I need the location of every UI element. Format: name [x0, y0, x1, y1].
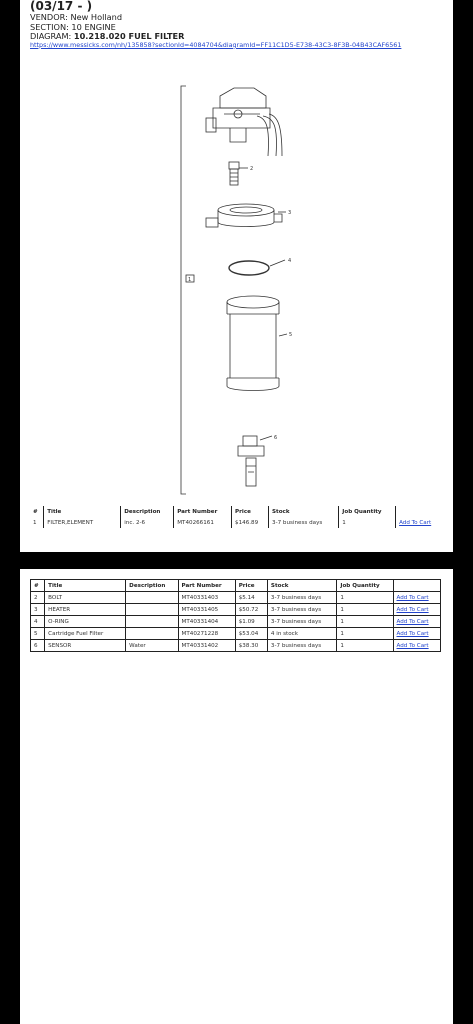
cell-price: $5.14 — [235, 592, 267, 604]
cell-stock: 3-7 business days — [267, 592, 336, 604]
callout-6: 6 — [274, 435, 278, 441]
cell-description — [126, 628, 178, 640]
col-stock: Stock — [269, 506, 339, 517]
cell-stock: 3-7 business days — [267, 616, 336, 628]
col-price: Price — [235, 580, 267, 592]
cartridge-drawing — [227, 296, 287, 391]
col-part-number: Part Number — [178, 580, 235, 592]
page-title: (03/17 - ) — [30, 0, 93, 13]
col-cart — [393, 580, 440, 592]
add-to-cart-link[interactable]: Add To Cart — [396, 642, 429, 649]
callout-2: 2 — [250, 166, 254, 172]
cell-part-number: MT40331403 — [178, 592, 235, 604]
cell-number: 2 — [31, 592, 45, 604]
cell-number: 1 — [30, 517, 44, 528]
callout-3: 3 — [288, 210, 292, 216]
document-page-1 — [20, 0, 453, 552]
cell-title: SENSOR — [45, 640, 126, 652]
callout-1: 1 — [188, 277, 192, 283]
bolt-drawing — [229, 162, 248, 185]
cell-stock: 3-7 business days — [267, 640, 336, 652]
cell-part-number: MT40331402 — [178, 640, 235, 652]
document-page-2 — [20, 569, 453, 1024]
table-row — [30, 517, 443, 528]
cell-price: $53.04 — [235, 628, 267, 640]
cell-number: 3 — [31, 604, 45, 616]
cell-part-number: MT40266161 — [174, 517, 232, 528]
add-to-cart-link[interactable]: Add To Cart — [396, 630, 429, 637]
cell-part-number: MT40271228 — [178, 628, 235, 640]
col-description: Description — [126, 580, 178, 592]
col-number: # — [30, 506, 44, 517]
vendor-line: VENDOR: New Holland — [30, 12, 123, 22]
cell-description: inc. 2-6 — [121, 517, 174, 528]
sensor-drawing — [238, 436, 272, 486]
add-to-cart-link[interactable]: Add To Cart — [396, 594, 429, 601]
cell-quantity[interactable]: 1 — [337, 604, 393, 616]
cell-price: $38.30 — [235, 640, 267, 652]
add-to-cart-link[interactable]: Add To Cart — [396, 618, 429, 625]
cell-part-number: MT40331404 — [178, 616, 235, 628]
col-title: Title — [45, 580, 126, 592]
table-row — [31, 592, 441, 604]
cell-stock: 4 in stock — [267, 628, 336, 640]
cell-title: O-RING — [45, 616, 126, 628]
col-number: # — [31, 580, 45, 592]
callout-5: 5 — [289, 332, 293, 338]
cell-title: FILTER,ELEMENT — [44, 517, 121, 528]
cell-title: Cartridge Fuel Filter — [45, 628, 126, 640]
cell-number: 4 — [31, 616, 45, 628]
col-stock: Stock — [267, 580, 336, 592]
section-line: SECTION: 10 ENGINE — [30, 21, 116, 32]
table-row — [31, 616, 441, 628]
diagram-prefix: DIAGRAM: — [30, 31, 74, 42]
table-header-row — [30, 506, 443, 517]
filter-head-drawing — [206, 88, 282, 156]
cell-quantity[interactable]: 1 — [337, 616, 393, 628]
cell-quantity[interactable]: 1 — [337, 628, 393, 640]
cell-title: HEATER — [45, 604, 126, 616]
parts-diagram — [20, 0, 453, 552]
col-job-quantity: Job Quantity — [337, 580, 393, 592]
cell-price: $1.09 — [235, 616, 267, 628]
cell-quantity[interactable]: 1 — [337, 592, 393, 604]
cell-stock: 3-7 business days — [269, 517, 339, 528]
heater-drawing — [206, 204, 286, 227]
cell-stock: 3-7 business days — [267, 604, 336, 616]
cell-part-number: MT40331405 — [178, 604, 235, 616]
col-price: Price — [232, 506, 269, 517]
table-header-row — [31, 580, 441, 592]
cell-description: Water — [126, 640, 178, 652]
cell-title: BOLT — [45, 592, 126, 604]
diagram-url-link[interactable]: https://www.messicks.com/nh/135858?sectionId=4084704&diagramId=FF11C1D5-E738-43C3-8F3B-04B43CAF6561 — [30, 40, 402, 49]
cell-description — [126, 604, 178, 616]
cell-quantity[interactable]: 1 — [339, 517, 396, 528]
col-cart — [396, 506, 443, 517]
cell-description — [126, 616, 178, 628]
cell-price: $146.89 — [232, 517, 269, 528]
table-row — [31, 628, 441, 640]
col-job-quantity: Job Quantity — [339, 506, 396, 517]
cell-number: 6 — [31, 640, 45, 652]
col-description: Description — [121, 506, 174, 517]
cell-description — [126, 592, 178, 604]
assembly-bracket — [181, 86, 186, 494]
cell-number: 5 — [31, 628, 45, 640]
parts-table-2 — [30, 579, 441, 652]
table-row — [31, 604, 441, 616]
parts-table-1 — [30, 506, 443, 528]
cell-price: $50.72 — [235, 604, 267, 616]
add-to-cart-link[interactable]: Add To Cart — [396, 606, 429, 613]
o-ring-drawing — [229, 261, 269, 275]
diagram-name: 10.218.020 FUEL FILTER — [73, 31, 185, 42]
table-row — [31, 640, 441, 652]
col-part-number: Part Number — [174, 506, 232, 517]
add-to-cart-link[interactable]: Add To Cart — [399, 519, 432, 526]
col-title: Title — [44, 506, 121, 517]
callout-4: 4 — [288, 258, 292, 264]
cell-quantity[interactable]: 1 — [337, 640, 393, 652]
